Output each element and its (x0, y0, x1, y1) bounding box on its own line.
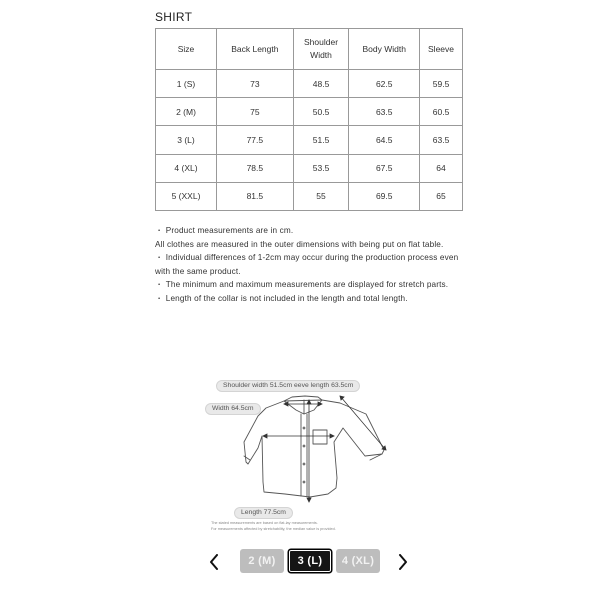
cell-body-width: 69.5 (349, 182, 420, 210)
sleeve-measure-line (340, 396, 386, 450)
cell-sleeve: 65 (420, 182, 463, 210)
cell-size: 5 (XXL) (156, 182, 217, 210)
size-option-l[interactable]: 3 (L) (288, 549, 332, 573)
cell-size: 3 (L) (156, 126, 217, 154)
note-line: All clothes are measured in the outer dimensions with being put on flat table. (155, 239, 444, 249)
cell-size: 2 (M) (156, 98, 217, 126)
table-row (156, 126, 463, 154)
section-title: SHIRT (155, 10, 193, 24)
table-row (156, 182, 463, 210)
cell-body-width: 67.5 (349, 154, 420, 182)
table-row (156, 154, 463, 182)
header-back-length: Back Length (217, 29, 294, 70)
shirt-collar (284, 396, 322, 414)
cell-back-length: 77.5 (217, 126, 294, 154)
footnote-line: The stated measurements are based on flat-lay measurements. (211, 521, 318, 525)
cell-size: 1 (S) (156, 70, 217, 98)
note-line: ・ Length of the collar is not included in the length and total length. (155, 293, 408, 303)
size-option-xl[interactable]: 4 (XL) (336, 549, 380, 573)
chevron-right-icon (398, 554, 408, 570)
size-table (155, 28, 463, 211)
cell-back-length: 73 (217, 70, 294, 98)
measurement-notes (155, 224, 465, 306)
cell-sleeve: 64 (420, 154, 463, 182)
cell-back-length: 75 (217, 98, 294, 126)
cell-shoulder-width: 53.5 (293, 154, 349, 182)
table-row (156, 98, 463, 126)
width-label: Width 64.5cm (205, 403, 261, 415)
cell-back-length: 78.5 (217, 154, 294, 182)
table-row (156, 70, 463, 98)
cell-sleeve: 63.5 (420, 126, 463, 154)
shirt-body-outline (244, 400, 384, 497)
cell-body-width: 63.5 (349, 98, 420, 126)
cell-sleeve: 59.5 (420, 70, 463, 98)
cell-body-width: 64.5 (349, 126, 420, 154)
shirt-illustration (200, 370, 400, 540)
note-line: ・ The minimum and maximum measurements are displayed for stretch parts. (155, 280, 449, 290)
cell-back-length: 81.5 (217, 182, 294, 210)
length-label: Length 77.5cm (234, 507, 293, 519)
cell-body-width: 62.5 (349, 70, 420, 98)
cell-shoulder-width: 50.5 (293, 98, 349, 126)
shoulder-sleeve-label: Shoulder width 51.5cm eeve length 63.5cm (216, 380, 360, 392)
footnote-line: For measurements affected by stretchability, the median value is provided. (211, 527, 336, 531)
shirt-pocket (313, 430, 327, 444)
header-body-width: Body Width (349, 29, 420, 70)
header-size: Size (156, 29, 217, 70)
prev-button[interactable] (204, 550, 224, 574)
cell-shoulder-width: 48.5 (293, 70, 349, 98)
chevron-left-icon (209, 554, 219, 570)
header-shoulder-width (293, 29, 349, 70)
size-carousel (0, 548, 600, 576)
header-sleeve: Sleeve (420, 29, 463, 70)
cell-shoulder-width: 51.5 (293, 126, 349, 154)
measurement-diagram (200, 370, 400, 540)
header-shoulder-width-text: Shoulder Width (304, 37, 339, 60)
cell-shoulder-width: 55 (293, 182, 349, 210)
cell-size: 4 (XL) (156, 154, 217, 182)
cell-sleeve: 60.5 (420, 98, 463, 126)
note-line: ・ Product measurements are in cm. (155, 226, 294, 235)
note-line: ・ Individual differences of 1-2cm may occur during the production process even with the same product. (155, 253, 459, 276)
next-button[interactable] (393, 550, 413, 574)
table-header-row (156, 29, 463, 70)
size-option-m[interactable]: 2 (M) (240, 549, 284, 573)
